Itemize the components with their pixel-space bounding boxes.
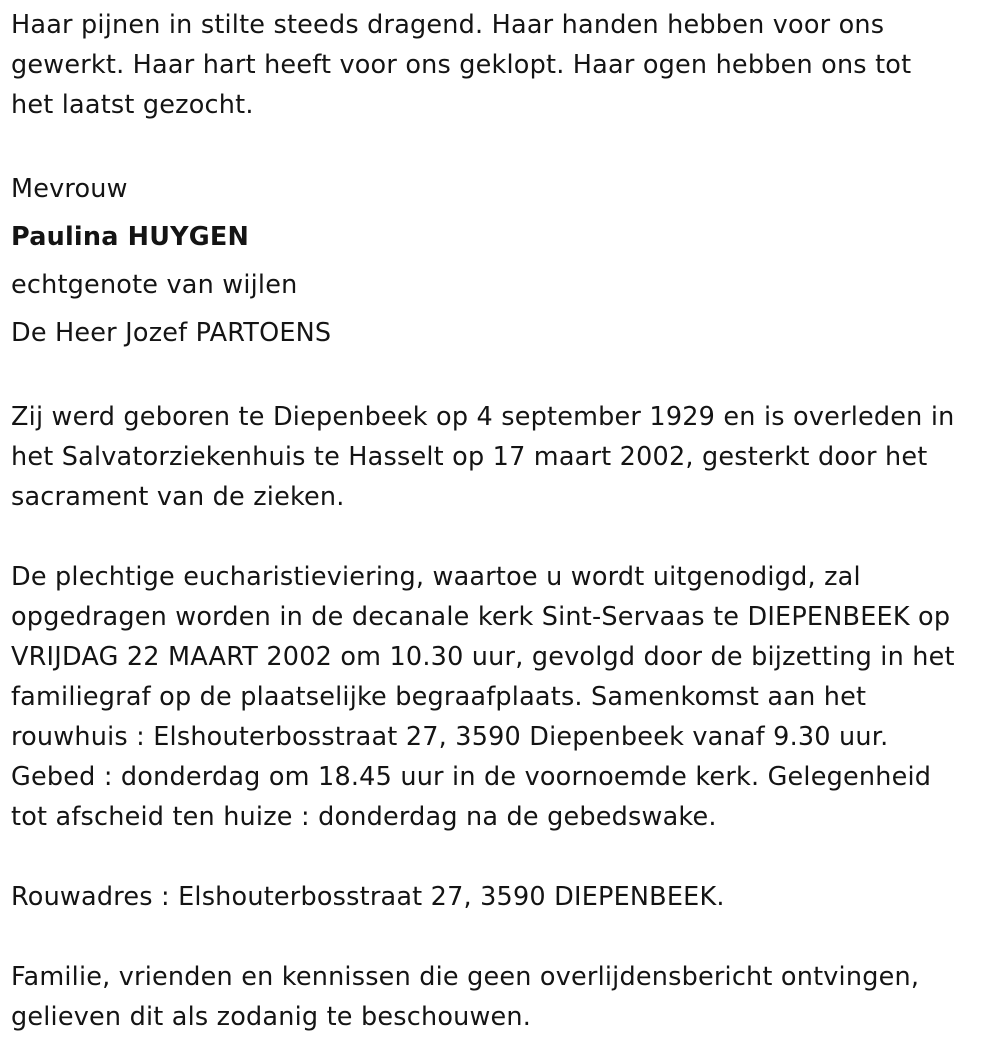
closing-paragraph: [11, 957, 996, 1037]
closing-line: gelieven dit als zodanig te beschouwen.: [11, 1002, 532, 1032]
ceremony-line: Gebed : donderdag om 18.45 uur in de voornoemde kerk. Gelegenheid: [11, 762, 932, 792]
spacer: [11, 837, 996, 877]
deceased-block: [11, 165, 996, 357]
ceremony-line: familiegraf op de plaatselijke begraafplaats. Samenkomst aan het: [11, 682, 867, 712]
spacer: [11, 125, 996, 165]
ceremony-paragraph: [11, 557, 996, 837]
deceased-name: Paulina HUYGEN: [11, 222, 250, 252]
spacer: [11, 917, 996, 957]
closing-line: Familie, vrienden en kennissen die geen overlijdensbericht ontvingen,: [11, 962, 920, 992]
spouse-name: De Heer Jozef PARTOENS: [11, 318, 332, 348]
birth-death-line: Zij werd geboren te Diepenbeek op 4 september 1929 en is overleden in: [11, 402, 955, 432]
intro-line: gewerkt. Haar hart heeft voor ons geklopt. Haar ogen hebben ons tot: [11, 50, 912, 80]
intro-line: Haar pijnen in stilte steeds dragend. Haar handen hebben voor ons: [11, 10, 885, 40]
birth-death-line: het Salvatorziekenhuis te Hasselt op 17 maart 2002, gesterkt door het: [11, 442, 928, 472]
birth-death-line: sacrament van de zieken.: [11, 482, 345, 512]
ceremony-line: tot afscheid ten huize : donderdag na de gebedswake.: [11, 802, 717, 832]
deceased-title: Mevrouw: [11, 174, 128, 204]
ceremony-line: opgedragen worden in de decanale kerk Sint-Servaas te DIEPENBEEK op: [11, 602, 951, 632]
ceremony-line: VRIJDAG 22 MAART 2002 om 10.30 uur, gevolgd door de bijzetting in het: [11, 642, 955, 672]
deceased-relation: echtgenote van wijlen: [11, 270, 298, 300]
intro-line: het laatst gezocht.: [11, 90, 254, 120]
spacer: [11, 517, 996, 557]
intro-paragraph: [11, 5, 996, 125]
obituary-document: [11, 0, 996, 1037]
ceremony-line: De plechtige eucharistieviering, waartoe u wordt uitgenodigd, zal: [11, 562, 861, 592]
spacer: [11, 357, 996, 397]
birth-death-paragraph: [11, 397, 996, 517]
mourning-address: Rouwadres : Elshouterbosstraat 27, 3590 DIEPENBEEK.: [11, 882, 725, 912]
ceremony-line: rouwhuis : Elshouterbosstraat 27, 3590 Diepenbeek vanaf 9.30 uur.: [11, 722, 889, 752]
